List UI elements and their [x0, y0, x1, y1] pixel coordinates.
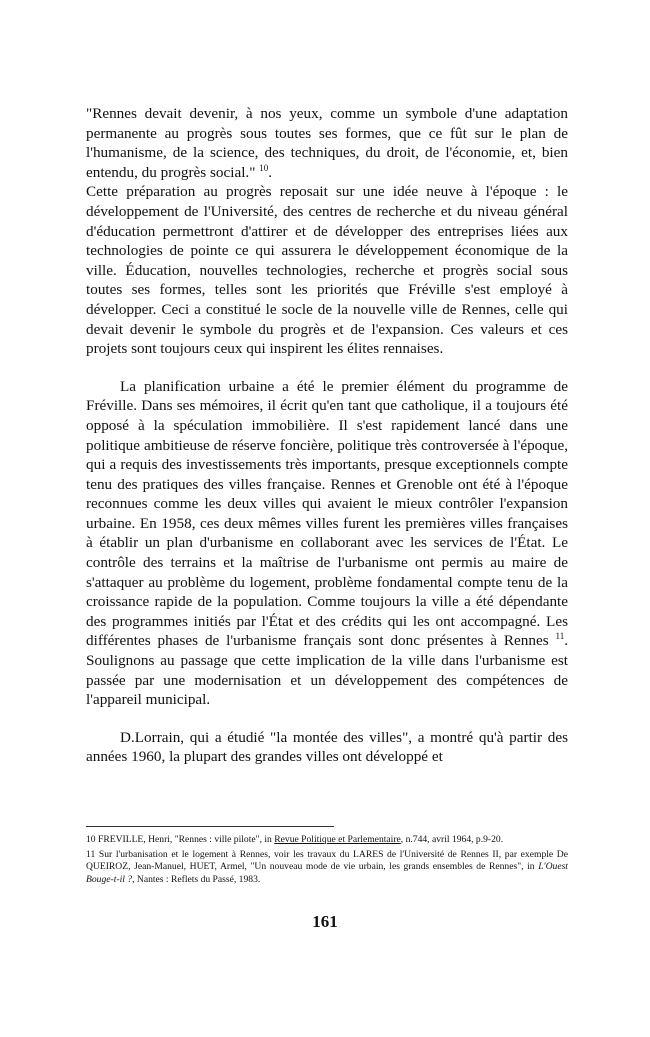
- paragraph-lorrain: D.Lorrain, qui a étudié "la montée des villes", a montré qu'à partir des années 1960, la plupart des grandes villes ont développé et: [86, 728, 568, 766]
- urban-planning-text: La planification urbaine a été le premier élément du programme de Fréville. Dans ses mémoires, il écrit qu'en tant que catholique, il a toujours été opposé à la spéculation immobilière. Il s'est rapidement lancé dans une politique ambitieuse de réserve foncière, politique très controversée à l'époque, qui a requis des investissements très importants, presque exceptionnels compte tenu des pratiques des villes française. Rennes et Grenoble ont été à l'époque reconnues comme les deux villes qui avaient le mieux contrôler l'expansion urbaine. En 1958, ces deux mêmes villes furent les premières villes françaises à établir un plan d'urbanisme en collaborant avec les services de l'État. Le contrôle des terrains et la maîtrise de l'urbanisme ont permis au maire de s'attaquer au problème du logement, problème fondamental compte tenu de la croissance rapide de la population. Comme toujours la ville a été dépendante des programmes initiés par l'État et des crédits qui les ont accompagné. Les différentes phases de l'urbanisme français sont donc présentes à Rennes: [86, 377, 568, 650]
- footnote-11: [86, 849, 568, 887]
- paragraph-gap: [86, 710, 568, 728]
- footnote-separator: [86, 826, 334, 827]
- body-text: [86, 104, 568, 767]
- footnote-ref-11[interactable]: 11: [555, 631, 565, 642]
- paragraph-urban-planning: [86, 377, 568, 710]
- footnote-ref-10[interactable]: 10: [259, 162, 269, 173]
- footnote-10-journal: Revue Politique et Parlementaire: [274, 834, 401, 845]
- page-number: 161: [312, 912, 338, 931]
- paragraph-progress: Cette préparation au progrès reposait sur une idée neuve à l'époque : le développement de l'Université, des centres de recherche et du niveau général d'éducation permettront d'attirer et de développer des entreprises liées aux technologies de pointe ce qui assurera le développement économique de la ville. Éducation, nouvelles technologies, recherche et progrès social sous toutes ses formes, telles sont les priorités que Fréville s'est employé à développer. Ceci a constitué le socle de la nouvelle ville de Rennes, celle qui devait devenir le symbole du progrès et de l'expansion. Ces valeurs et ces projets sont toujours ceux qui inspirent les élites rennaises.: [86, 183, 568, 358]
- footnotes: [86, 834, 568, 888]
- footnote-10-text: 10 FREVILLE, Henri, "Rennes : ville pilote", in: [86, 834, 272, 845]
- footnote-11-text: 11 Sur l'urbanisation et le logement à Rennes, voir les travaux du LARES de l'Université de Rennes II, par exemple De QUEIROZ, Jean-Manuel, HUET, Armel, "Un nouveau mode de vie urbain, les grands ensembles de Rennes", in: [86, 848, 568, 873]
- footnote-11-title: L'Ouest Bouge-t-il ?: [86, 861, 568, 885]
- quote-text: "Rennes devait devenir, à nos yeux, comme un symbole d'une adaptation permanente au progrès sous toutes ses formes, que ce fût sur le plan de l'humanisme, de la science, des techniques, du droit, de l'économie, et, bien entendu, du progrès social.": [86, 105, 568, 181]
- urban-planning-text-end: . Soulignons au passage que cette implication de la ville dans l'urbanisme est passée par une modernisation et un développement des compétences de l'appareil municipal.: [86, 632, 568, 709]
- footnote-11-details: , Nantes : Reflets du Passé, 1983.: [132, 873, 261, 885]
- quote-end: .: [268, 163, 273, 181]
- paragraph-quote: [86, 104, 568, 182]
- footnote-10: [86, 834, 568, 847]
- footnote-10-details: , n.744, avril 1964, p.9-20.: [400, 834, 504, 845]
- paragraph-gap: [86, 359, 568, 377]
